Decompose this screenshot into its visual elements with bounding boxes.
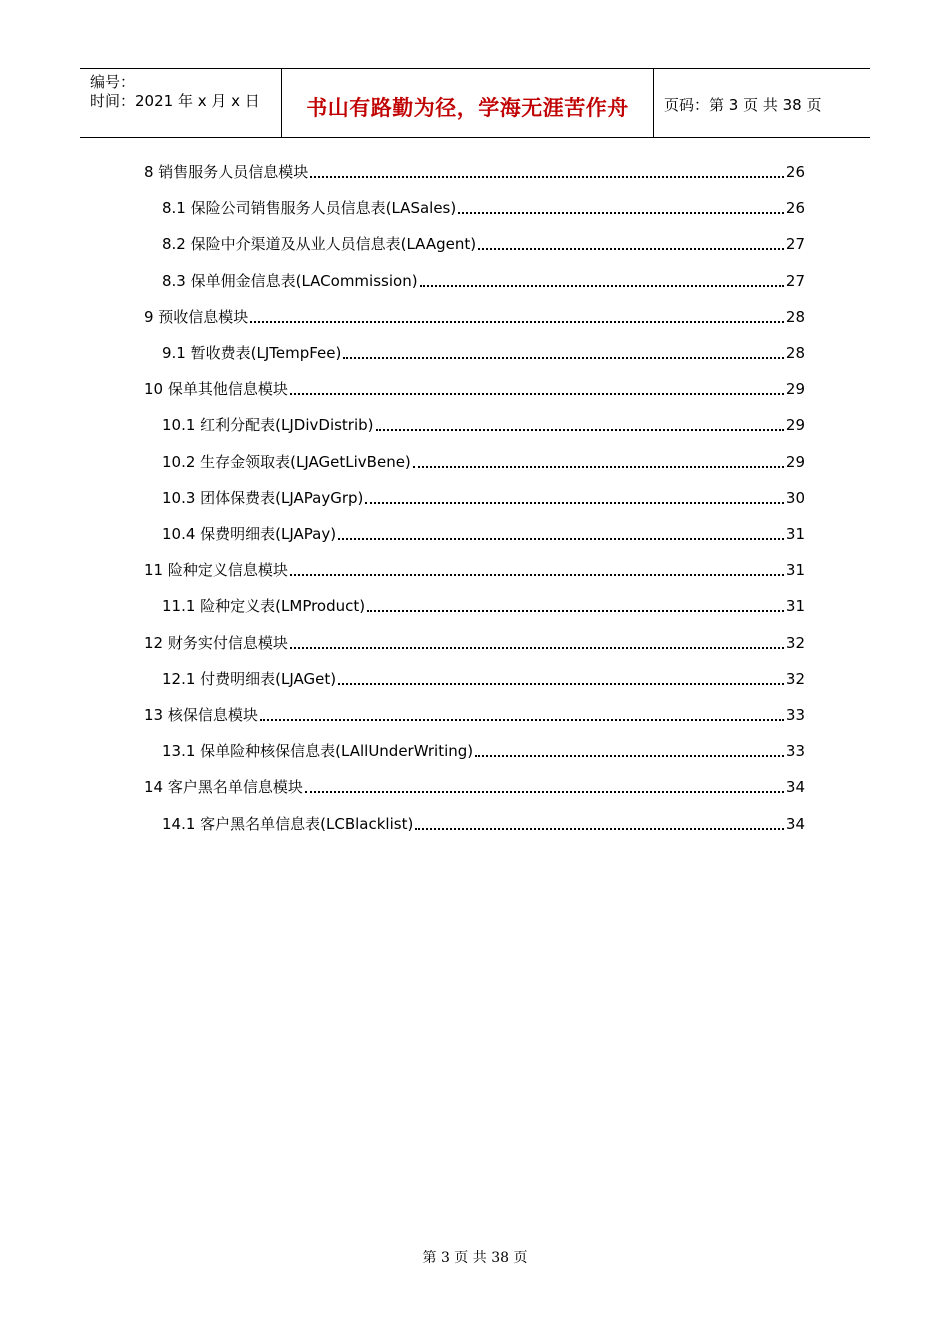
toc-entry[interactable] <box>162 448 805 472</box>
toc-dot-leader <box>290 646 784 649</box>
toc-entry[interactable] <box>162 267 805 291</box>
toc-entry[interactable] <box>162 339 805 363</box>
toc-entry-title: 10 保单其他信息模块 <box>144 380 288 399</box>
toc-entry-page-number: 31 <box>785 525 805 543</box>
toc-entry[interactable] <box>144 303 805 327</box>
toc-entry-title: 12.1 付费明细表(LJAGet) <box>162 669 337 688</box>
page-footer: 第 3 页 共 38 页 <box>422 1250 528 1266</box>
toc-entry[interactable] <box>144 375 805 399</box>
toc-entry-page-number: 26 <box>785 199 805 218</box>
toc-entry[interactable] <box>162 665 805 689</box>
document-date-label: 时间：2021 年 x 月 x 日 <box>90 92 260 110</box>
toc-entry-title: 14 客户黑名单信息模块 <box>144 778 303 797</box>
toc-entry[interactable] <box>144 773 805 797</box>
header-page-cell <box>654 69 870 137</box>
toc-entry-title: 10.2 生存金领取表(LJAGetLivBene) <box>162 452 411 471</box>
toc-entry[interactable] <box>162 737 805 761</box>
toc-dot-leader <box>305 790 784 793</box>
toc-entry-page-number: 31 <box>785 597 805 616</box>
toc-entry-title: 12 财务实付信息模块 <box>144 633 288 652</box>
header-page-label: 页码：第 3 页 共 38 页 <box>664 96 822 114</box>
toc-entry-title: 8.3 保单佣金信息表(LACommission) <box>162 271 418 290</box>
header-motto: 书山有路勤为径，学海无涯苦作舟 <box>306 96 629 120</box>
toc-dot-leader <box>413 465 784 468</box>
toc-dot-leader <box>310 175 784 178</box>
header-meta-cell <box>80 69 282 137</box>
toc-entry-title: 9 预收信息模块 <box>144 307 249 326</box>
toc-entry-title: 11 险种定义信息模块 <box>144 561 288 580</box>
toc-entry[interactable] <box>144 629 805 653</box>
toc-dot-leader <box>475 754 784 757</box>
toc-entry-title: 14.1 客户黑名单信息表(LCBlacklist) <box>162 814 414 833</box>
toc-entry[interactable] <box>144 158 805 182</box>
toc-entry-page-number: 26 <box>785 163 805 181</box>
toc-dot-leader <box>260 718 784 721</box>
toc-entry-title: 10.4 保费明细表(LJAPay) <box>162 525 337 543</box>
toc-entry-page-number: 31 <box>785 561 805 580</box>
toc-dot-leader <box>415 827 784 830</box>
toc-dot-leader <box>290 573 784 576</box>
toc-dot-leader <box>478 247 784 250</box>
toc-entry[interactable] <box>144 701 805 725</box>
toc-entry-page-number: 32 <box>785 669 805 688</box>
toc-entry-title: 13.1 保单险种核保信息表(LAllUnderWriting) <box>162 742 474 761</box>
toc-entry-page-number: 29 <box>785 380 805 399</box>
header-motto-cell <box>282 69 654 137</box>
page-header-table <box>80 68 870 138</box>
toc-entry-title: 11.1 险种定义表(LMProduct) <box>162 597 366 616</box>
toc-dot-leader <box>250 320 784 323</box>
toc-entry-page-number: 34 <box>785 778 805 797</box>
toc-entry-title: 9.1 暂收费表(LJTempFee) <box>162 344 342 362</box>
toc-dot-leader <box>458 211 784 214</box>
toc-entry-page-number: 29 <box>785 416 805 435</box>
toc-entry-page-number: 34 <box>785 814 805 833</box>
toc-entry-page-number: 27 <box>785 235 805 254</box>
toc-entry-page-number: 32 <box>785 633 805 652</box>
toc-entry[interactable] <box>162 810 805 834</box>
toc-entry-page-number: 33 <box>785 742 805 761</box>
toc-dot-leader <box>367 609 784 612</box>
toc-dot-leader <box>420 284 784 287</box>
toc-dot-leader <box>290 392 784 395</box>
toc-entry-page-number: 33 <box>785 706 805 724</box>
toc-entry-page-number: 28 <box>785 344 805 362</box>
toc-entry-title: 10.3 团体保费表(LJAPayGrp) <box>162 488 364 507</box>
toc-dot-leader <box>338 682 784 685</box>
document-number-label: 编号： <box>90 73 136 91</box>
toc-entry-title: 10.1 红利分配表(LJDivDistrib) <box>162 416 374 435</box>
toc-entry[interactable] <box>162 411 805 435</box>
toc-entry-title: 8.1 保险公司销售服务人员信息表(LASales) <box>162 199 457 218</box>
toc-dot-leader <box>338 537 784 540</box>
toc-entry-title: 8.2 保险中介渠道及从业人员信息表(LAAgent) <box>162 235 477 254</box>
toc-entry-page-number: 27 <box>785 271 805 290</box>
toc-entry[interactable] <box>162 520 805 544</box>
toc-dot-leader <box>376 428 784 431</box>
toc-entry[interactable] <box>144 556 805 580</box>
toc-entry-title: 13 核保信息模块 <box>144 706 258 724</box>
toc-entry-page-number: 28 <box>785 307 805 326</box>
toc-entry-page-number: 30 <box>785 488 805 507</box>
toc-entry[interactable] <box>162 230 805 254</box>
toc-dot-leader <box>343 356 784 359</box>
toc-entry-title: 8 销售服务人员信息模块 <box>144 163 309 181</box>
toc-entry[interactable] <box>162 592 805 616</box>
toc-entry-page-number: 29 <box>785 452 805 471</box>
toc-entry[interactable] <box>162 484 805 508</box>
toc-dot-leader <box>365 501 784 504</box>
toc-entry[interactable] <box>162 194 805 218</box>
